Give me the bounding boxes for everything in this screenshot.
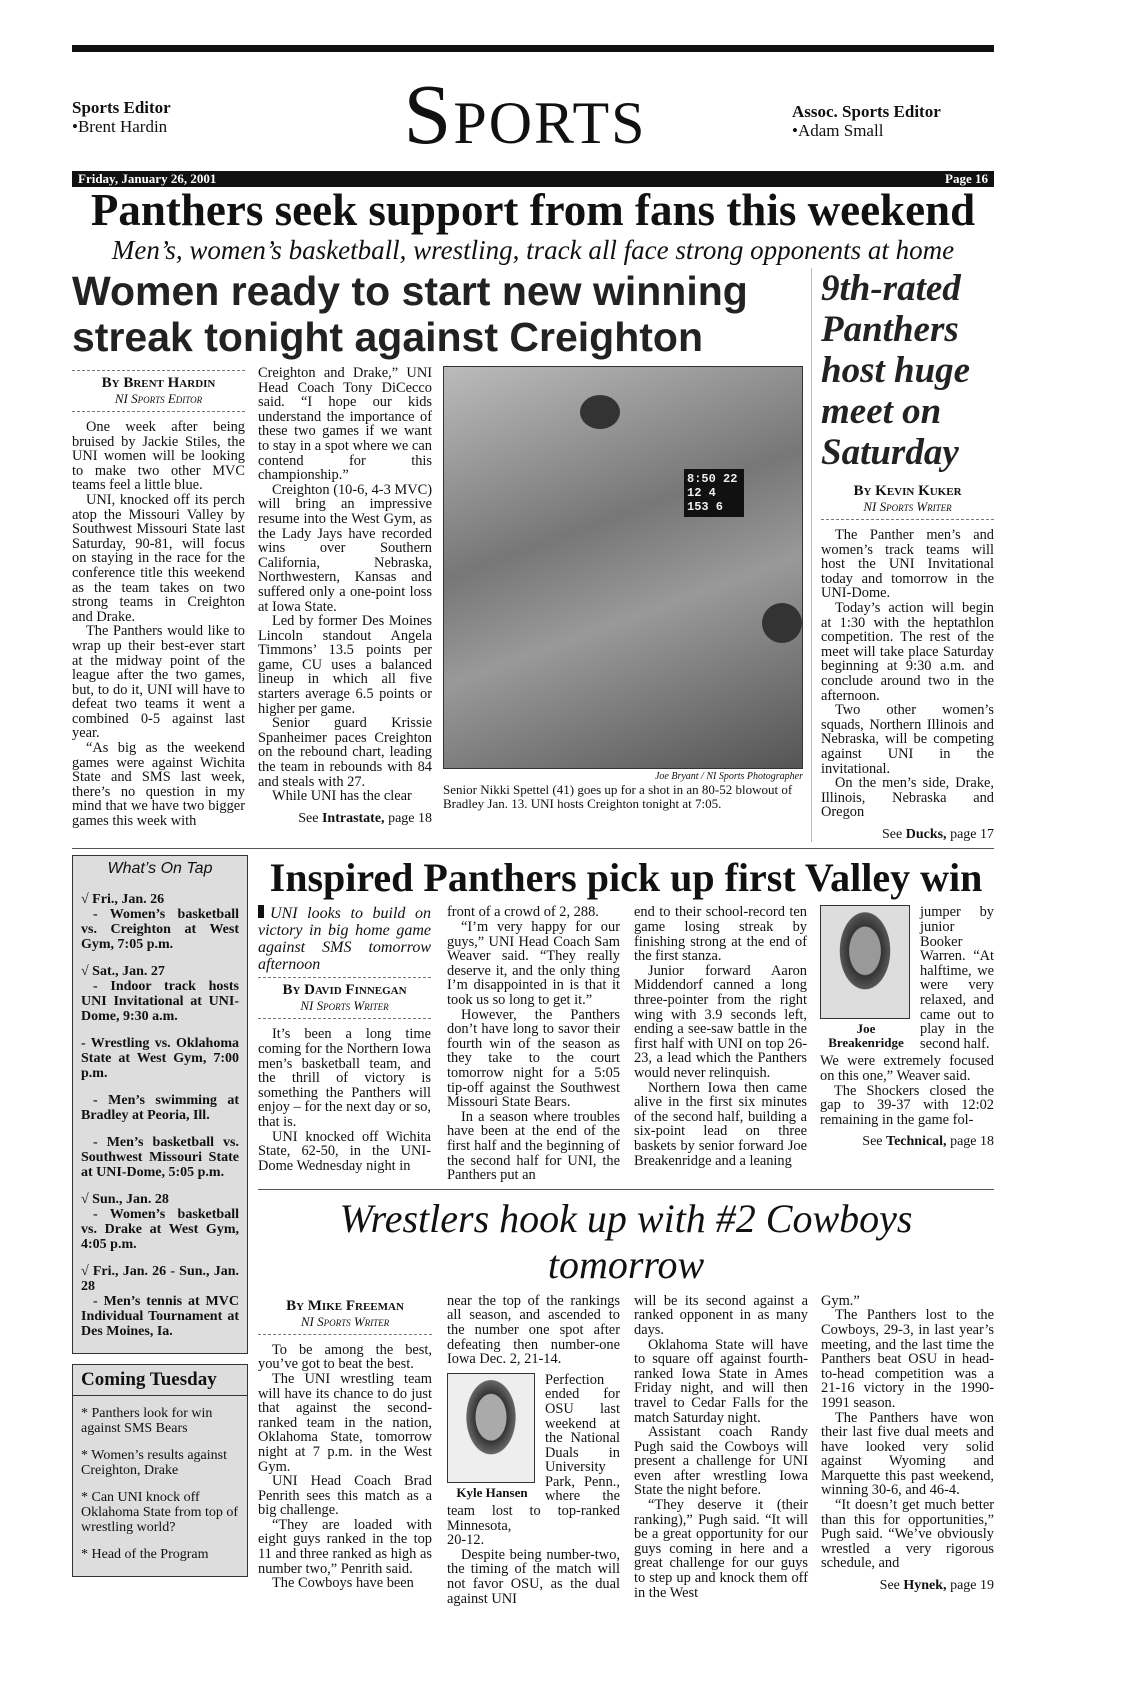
paragraph: Senior guard Krissie Spanheimer paces Creighton on the rebound chart, leading the team in rebounds with 84 and steals with 27.: [258, 715, 432, 790]
paragraph: The Panthers have won their last five dual meets and have looked very solid against Wyoming and Marquette this past weekend, winning 30-6, and 46-4.: [821, 1409, 994, 1499]
top-rule: [72, 45, 994, 52]
tap-item: - Wrestling vs. Oklahoma State at West Gym, 7:00 p.m.: [81, 1036, 239, 1082]
women-col-2: [258, 366, 432, 826]
wrestling-col-3: [634, 1294, 808, 1600]
jump-name: Technical,: [886, 1134, 947, 1150]
tap-item: √ Sun., Jan. 28: [81, 1192, 169, 1208]
sports-editor-name: •Brent Hardin: [72, 117, 168, 136]
tap-item: √ Sat., Jan. 27: [81, 964, 165, 980]
page-number: Page 16: [945, 171, 988, 186]
paragraph: Junior forward Aaron Middendorf canned a long three-pointer from the right wing with 3.9 seconds left, ending a see-saw battle in the first half with UNI on top 26-23, a lead which the Panthers would never relinquish.: [634, 962, 807, 1081]
tap-item: √ Fri., Jan. 26: [81, 892, 165, 908]
track-jump-link[interactable]: [821, 828, 994, 843]
byline-title: NI Sports Writer: [863, 499, 952, 514]
wrestling-jump-link[interactable]: [821, 1579, 994, 1594]
tuesday-item: * Women’s results against Creighton, Drake: [81, 1448, 227, 1479]
tuesday-item: * Head of the Program: [81, 1547, 209, 1563]
jump-page: page 19: [950, 1578, 994, 1594]
paragraph: It’s been a long time coming for the Northern Iowa men’s basketball team, and the thrill of victory is something the Panthers will enjoy – for the next day or so, that is.: [258, 1026, 431, 1131]
women-jump-link[interactable]: [258, 812, 432, 827]
wrestling-col-2-side: Perfection ended for OSU last weekend at the National Duals in University Park, Penn., where the team lost to top-ranked Minnesota,: [447, 1371, 620, 1534]
kicker-text: UNI looks to build on victory in big home game against SMS tomorrow afternoon: [258, 905, 431, 974]
paragraph: Today’s action will begin at 1:30 with the heptathlon competition. The rest of the meet will take place Saturday beginning at 9:30 a.m. and conclude around two in the afternoon.: [821, 599, 994, 704]
paragraph: The Panthers lost to the Cowboys, 29-3, in last year’s meeting, and the last time the Panthers beat OSU in head-to-head competition was a 21-16 victory in the 1990-1991 season.: [821, 1307, 994, 1411]
assoc-editor-name: •Adam Small: [792, 121, 884, 140]
byline-title: NI Sports Editor: [114, 391, 203, 406]
byline-name: By Brent Hardin: [101, 375, 216, 391]
paragraph: Despite being number-two, the timing of the match will not favor OSU, as the dual against UNI: [447, 1546, 620, 1607]
tuesday-item: * Panthers look for win against SMS Bears: [81, 1406, 213, 1437]
paragraph: front of a crowd of 2, 288.: [447, 904, 599, 921]
paragraph: To be among the best, you’ve got to beat the best.: [258, 1341, 432, 1373]
hansen-photo: [447, 1373, 535, 1483]
tap-item: √ Fri., Jan. 26 - Sun., Jan. 28: [81, 1264, 239, 1295]
tuesday-title: Coming Tuesday: [73, 1369, 247, 1396]
tap-item: - Indoor track hosts UNI Invitational at UNI-Dome, 9:30 a.m.: [81, 979, 239, 1025]
paragraph: UNI Head Coach Brad Penrith sees this match as a big challenge.: [258, 1473, 432, 1519]
bottom-row: [72, 855, 994, 1606]
wrestling-col-2-top: near the top of the rankings all season, and ascended to the number one spot after defeating then number-one Iowa Dec. 2, 21-14.: [447, 1292, 620, 1368]
jump-page: page 18: [388, 810, 432, 826]
paragraph: UNI knocked off Wichita State, 62-50, in the UNI-Dome Wednesday night in: [258, 1128, 431, 1174]
basketball-photo: [443, 366, 803, 769]
wrestling-col-4: [821, 1294, 994, 1594]
men-kicker: [258, 905, 431, 973]
hansen-figure: [447, 1373, 537, 1500]
men-col-2: [447, 905, 620, 1182]
wrestling-headline: Wrestlers hook up with #2 Cowboys tomorrow: [339, 1195, 913, 1287]
men-col-4-side: jumper by junior Booker Warren. “At halftime, we were very relaxed, and came out to play in the second half.: [920, 904, 994, 1052]
tap-item: - Men’s basketball vs. Southwest Missouri State at UNI-Dome, 5:05 p.m.: [81, 1135, 239, 1181]
breakenridge-caption: Joe Breakenridge: [828, 1021, 904, 1051]
women-story: [72, 268, 804, 829]
wrestling-col-2: [447, 1294, 620, 1606]
photo-block: [443, 366, 803, 811]
paragraph: “It doesn’t get much better than this for opportunities,” Pugh said. “We’ve obviously wrestled a very rigorous schedule, and: [821, 1497, 994, 1572]
men-byline: [258, 982, 431, 1014]
paragraph: Gym.”: [821, 1292, 860, 1309]
jump-pre: See: [879, 1578, 900, 1594]
paragraph: Led by former Des Moines Lincoln standout Angela Timmons’ 13.5 points per game, CU uses a balanced lineup in which all five starters average 6.5 points or higher per game.: [258, 613, 432, 717]
jump-page: page 18: [950, 1134, 994, 1150]
paragraph: 20-12.: [447, 1532, 485, 1549]
paragraph: The Panthers would like to wrap up their best-ever start at the midway point of the league after the two games, but, to do it, UNI will have to defeat two teams it went a combined 0-5 against last year.: [72, 623, 245, 742]
wrestling-byline: [258, 1298, 432, 1330]
photo-caption: Senior Nikki Spettel (41) goes up for a shot in an 80-52 blowout of Bradley Jan. 13. UNI hosts Creighton tonight at 7:05.: [443, 782, 793, 811]
page-body: [72, 268, 994, 1606]
tap-item: - Women’s basketball vs. Creighton at West Gym, 7:05 p.m.: [81, 907, 239, 953]
paragraph: Two other women’s squads, Northern Illinois and Nebraska, will be competing against UNI in the invitational.: [821, 702, 994, 777]
paragraph: The Cowboys have been: [272, 1575, 414, 1592]
paragraph: “They are loaded with eight guys ranked in the top 11 and three ranked as high as number two,” Penrith said.: [258, 1516, 432, 1577]
track-story: [821, 268, 994, 842]
paragraph: However, the Panthers don’t have long to savor their fourth win of the season as they take to the court tomorrow night for a 5:05 tip-off against the Southwest Missouri State Bears.: [447, 1006, 620, 1111]
right-stories: [258, 855, 994, 1606]
paragraph: In a season where troubles have been at the end of the first half and the beginning of the second half for UNI, the Panthers put an: [447, 1108, 620, 1184]
tuesday-item: * Can UNI knock off Oklahoma State from top of wrestling world?: [81, 1490, 239, 1536]
paragraph: The UNI wrestling team will have its chance to do just that against the second-ranked team in the nation, Oklahoma State, tomorrow night at 7 p.m. in the West Gym.: [258, 1370, 432, 1475]
byline-name: By Kevin Kuker: [853, 483, 962, 499]
paragraph: end to their school-record ten game losing streak by finishing strong at the end of the first stanza.: [634, 904, 807, 965]
paragraph: Creighton (10-6, 4-3 MVC) will bring an impressive resume into the West Gym, as the Lady Jays have recorded wins over Southern California, Nebraska, Northwestern, Kansas and suffered only a one-point loss at Iowa State.: [258, 481, 432, 615]
paragraph: On the men’s side, Drake, Illinois, Nebraska and Oregon: [821, 775, 994, 821]
men-col-1: [258, 905, 431, 1173]
men-col-4: [820, 905, 994, 1150]
issue-date: Friday, January 26, 2001: [78, 171, 217, 186]
jump-name: Ducks,: [905, 826, 947, 842]
paragraph: Oklahoma State will have to square off against fourth-ranked Iowa State in Ames Friday night, and will then travel to Cedar Falls for the match Saturday night.: [634, 1336, 808, 1426]
paragraph: “As big as the weekend games were against Wichita State and SMS last week, there’s no question in my mind that we have two bigger games this week with: [72, 740, 245, 830]
sidebar: [72, 855, 248, 1577]
women-byline: [72, 375, 245, 407]
jump-name: Hynek,: [903, 1578, 947, 1594]
top-row: [72, 268, 994, 842]
jump-page: page 17: [950, 826, 994, 842]
tap-item: - Men’s swimming at Bradley at Peoria, Ill.: [81, 1093, 239, 1124]
hansen-caption: Kyle Hansen: [456, 1484, 528, 1500]
banner-headline: Panthers seek support from fans this weekend: [90, 185, 976, 235]
paragraph: Northern Iowa then came alive in the first six minutes of the second half, building a six-point lead on three baskets by senior forward Joe Breakenridge and a leaning: [634, 1079, 807, 1169]
coming-tuesday-box: [72, 1364, 248, 1577]
assoc-editor-credit: [792, 102, 941, 140]
paragraph: “I’m very happy for our guys,” UNI Head Coach Sam Weaver said. “They really deserve it, and the only thing I’m disappointed in is that it took us so long to get it.”: [447, 919, 620, 1009]
photo-credit: Joe Bryant / NI Sports Photographer: [654, 771, 803, 782]
tap-item: - Men’s tennis at MVC Individual Tournament at Des Moines, Ia.: [81, 1294, 239, 1340]
women-col-1: [72, 366, 245, 829]
track-byline: [821, 483, 994, 515]
paragraph: Assistant coach Randy Pugh said the Cowboys will present a challenge for UNI even after wrestling Iowa State the night before.: [634, 1424, 808, 1499]
byline-name: By David Finnegan: [282, 982, 407, 999]
tap-title: What’s On Tap: [107, 860, 213, 878]
paragraph: “They deserve it (their ranking),” Pugh said. “It will be a great opportunity for our guys coming in here and a great challenge for our guys to step up and knock them off in the West: [634, 1497, 808, 1601]
byline-title: NI Sports Writer: [300, 1313, 390, 1329]
sports-editor-label: Sports Editor: [72, 98, 171, 117]
scoreboard: 8:50 22 12 4 153 6: [684, 469, 744, 517]
women-headline: Women ready to start new winning streak tonight against Creighton: [72, 268, 748, 360]
breakenridge-photo: [820, 905, 910, 1019]
paragraph: The Shockers closed the gap to 39-37 with 12:02 remaining in the game fol-: [820, 1082, 994, 1128]
jump-name: Intrastate,: [321, 810, 385, 826]
assoc-editor-label: Assoc. Sports Editor: [792, 102, 941, 121]
men-col-3: [634, 905, 807, 1168]
jump-pre: See: [862, 1134, 883, 1150]
sports-editor-credit: [72, 98, 171, 136]
jump-pre: See: [298, 810, 319, 826]
wrestling-col-1: [258, 1294, 432, 1591]
paragraph: We were extremely focused on this one,” Weaver said.: [820, 1053, 994, 1085]
ball: [580, 395, 620, 429]
banner-subhead: Men’s, women’s basketball, wrestling, track all face strong opponents at home: [111, 235, 955, 265]
paragraph: While UNI has the clear: [272, 788, 412, 805]
section-title: Sports: [403, 66, 647, 162]
men-headline: Inspired Panthers pick up first Valley win: [269, 855, 983, 901]
paragraph: The Panther men’s and women’s track teams will host the UNI Invitational today and tomorrow in the UNI-Dome.: [821, 527, 994, 602]
track-headline: 9th-rated Panthers host huge meet on Saturday: [821, 268, 971, 473]
byline-name: By Mike Freeman: [286, 1297, 404, 1314]
breakenridge-figure: [820, 905, 912, 1050]
tap-item: - Women’s basketball vs. Drake at West Gym, 4:05 p.m.: [81, 1207, 239, 1253]
men-jump-link[interactable]: [820, 1135, 994, 1150]
byline-title: NI Sports Writer: [300, 998, 389, 1014]
ncaa-logo: [762, 603, 802, 643]
whats-on-tap-box: [72, 855, 248, 1354]
paragraph: Creighton and Drake,” UNI Head Coach Tony DiCecco said. “I hope our kids understand the importance of these two games if we want to stay in a spot where we can contend for this championship.”: [258, 365, 432, 484]
paragraph: UNI, knocked off its perch atop the Missouri Valley by Southwest Missouri State last Saturday, 90-81, will focus on staying in the race for the conference title this weekend as the team takes on two strong teams in Creighton and Drake.: [72, 491, 245, 625]
paragraph: One week after being bruised by Jackie Stiles, the UNI women will be looking to make two other MVC teams feel a little blue.: [72, 419, 245, 494]
jump-pre: See: [881, 826, 903, 842]
paragraph: will be its second against a ranked opponent in as many days.: [634, 1292, 808, 1338]
